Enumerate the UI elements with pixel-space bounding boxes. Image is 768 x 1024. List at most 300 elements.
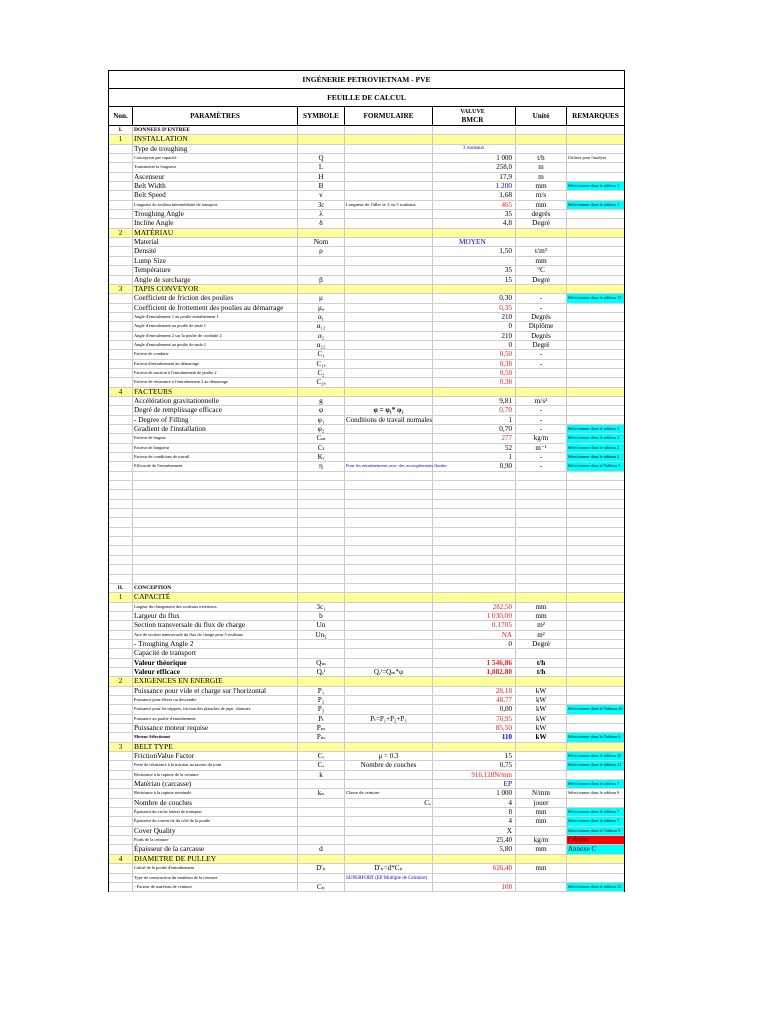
parameter-label: Coefficient de frottement des poulies au démarrage	[133, 304, 298, 312]
value: 85,50	[433, 724, 516, 732]
parameter-label: Conception par capacité	[133, 154, 298, 162]
symbol: B	[298, 182, 345, 190]
value: 52	[433, 444, 516, 452]
empty-cell	[298, 126, 345, 134]
row-number	[109, 668, 133, 676]
unit: Degré	[516, 219, 567, 227]
remark: Sélectionner dans le tableau 21	[567, 761, 624, 769]
unit: Degré	[516, 276, 567, 284]
unit: t/m³	[516, 247, 567, 255]
formula	[345, 687, 433, 695]
row-number	[109, 808, 133, 816]
formula	[345, 154, 433, 162]
table-row	[109, 350, 624, 359]
unit: m/s	[516, 191, 567, 199]
value: 0	[433, 341, 516, 349]
formula	[345, 247, 433, 255]
symbol	[298, 836, 345, 844]
unit: mm	[516, 257, 567, 265]
symbol: P₁	[298, 687, 345, 695]
value: 0,30	[433, 294, 516, 302]
symbol: Un₅	[298, 631, 345, 639]
belt-construction-value: SUPERFORT (EP Multiple de Ceinture)	[346, 875, 428, 881]
row-number	[109, 817, 133, 825]
row-number	[109, 182, 133, 190]
empty-cell	[345, 528, 433, 536]
parameter-label: Transmettre la longueur	[133, 163, 298, 171]
value: 48,77	[433, 696, 516, 704]
remark: Sélectionner dans le tableau 7	[567, 780, 624, 788]
formula	[345, 874, 433, 882]
row-number	[109, 715, 133, 723]
symbol: L	[298, 163, 345, 171]
table-row-empty	[109, 509, 624, 518]
parameter-label: Angle de surcharge	[133, 276, 298, 284]
table-row	[109, 453, 624, 462]
formula	[345, 733, 433, 741]
parameter-label: - Degree of Filling	[133, 416, 298, 424]
remark: Utilisez pour l'analyse	[568, 155, 607, 161]
empty-cell	[298, 500, 345, 508]
remark	[567, 173, 624, 181]
value: 0,75	[433, 761, 516, 769]
row-number	[109, 799, 133, 807]
empty-cell	[298, 743, 345, 751]
remark	[567, 631, 624, 639]
empty-cell	[133, 481, 298, 489]
parameter-label: Valeur efficace	[133, 668, 298, 676]
table-row	[109, 752, 624, 761]
row-number	[109, 649, 133, 657]
empty-cell	[567, 135, 624, 143]
empty-cell	[433, 126, 516, 134]
remark: Annexe C	[567, 845, 624, 853]
value: 9,81	[433, 397, 516, 405]
value: 28,18	[433, 687, 516, 695]
formula: Pₜ=P₁+P₂+P₃	[345, 715, 433, 723]
formula	[345, 845, 433, 853]
formula	[345, 817, 433, 825]
remark	[567, 238, 624, 246]
symbol: α₁₂	[298, 322, 345, 330]
remark	[567, 668, 624, 676]
empty-cell	[433, 472, 516, 480]
remark	[567, 864, 624, 872]
parameter-label: Accélération gravitationnelle	[133, 397, 298, 405]
row-number	[109, 210, 133, 218]
value: 210	[433, 313, 516, 321]
value: 15	[433, 276, 516, 284]
symbol: b	[298, 612, 345, 620]
row-number	[109, 631, 133, 639]
parameter-label: Incline Angle	[133, 219, 298, 227]
empty-cell	[516, 481, 567, 489]
row-number	[109, 191, 133, 199]
unit: t/h	[516, 668, 567, 676]
table-row-empty	[109, 556, 624, 565]
symbol	[298, 874, 345, 882]
symbol: C₁ₐ	[298, 360, 345, 368]
parameter-label: FrictionValue Factor	[133, 752, 298, 760]
parameter-label: Type de construction du matériau de la ceinture	[133, 874, 298, 882]
empty-cell	[516, 546, 567, 554]
unit	[516, 145, 567, 153]
empty-cell	[433, 528, 516, 536]
table-row	[109, 163, 624, 172]
parameter-label: Densité	[133, 247, 298, 255]
empty-cell	[298, 584, 345, 592]
symbol: Un	[298, 621, 345, 629]
symbol: Cₘ	[298, 434, 345, 442]
symbol	[298, 799, 345, 807]
row-number	[109, 201, 133, 209]
unit	[516, 771, 567, 779]
part-header-row	[109, 584, 624, 593]
value: 916,128N/mm	[433, 771, 516, 779]
symbol: Qₑᶠ	[298, 668, 345, 676]
section-title: EXIGENCES EN ENERGIE	[133, 677, 298, 685]
parameter-label: Puissance pour élever ou descendre	[133, 696, 298, 704]
symbol: λ	[298, 210, 345, 218]
value: 4	[433, 799, 516, 807]
row-number	[109, 874, 133, 882]
row-number	[109, 771, 133, 779]
empty-cell	[433, 481, 516, 489]
parameter-label: Aire de section transversale du flux de charge pour 5 rouleaux	[133, 631, 298, 639]
empty-cell	[345, 565, 433, 573]
formula	[345, 836, 433, 844]
unit: °C	[516, 266, 567, 274]
empty-cell	[433, 509, 516, 517]
row-number	[109, 145, 133, 153]
row-number	[109, 752, 133, 760]
remark: Calculer	[567, 836, 624, 844]
value: 0	[433, 322, 516, 330]
symbol: Pₘ	[298, 724, 345, 732]
value: 0,70	[433, 406, 516, 414]
row-number	[109, 789, 133, 797]
parameter-label: Puissance pour vide et charge sur l'horizontal	[133, 687, 298, 695]
parameter-label: - Facteur de matériau de ceinture	[133, 883, 298, 891]
value: 282,50	[433, 603, 516, 611]
symbol	[298, 649, 345, 657]
empty-cell	[433, 565, 516, 573]
parameter-label: Température	[133, 266, 298, 274]
empty-cell	[567, 546, 624, 554]
parameter-label: Largeur du flux	[133, 612, 298, 620]
parameter-label: Longueur du rouleau intermédiaire de transport	[133, 201, 298, 209]
symbol: C₁	[298, 350, 345, 358]
empty-cell	[133, 528, 298, 536]
symbol: d	[298, 845, 345, 853]
parameter-label: Angle d'enroulement 2 sur la poulie de conduite 2	[133, 332, 298, 340]
symbol: φ₁	[298, 416, 345, 424]
empty-cell	[345, 584, 433, 592]
remark: Sélectionner dans le tableau 8	[568, 790, 620, 796]
empty-cell	[433, 490, 516, 498]
table-row	[109, 182, 624, 191]
symbol: ρ	[298, 247, 345, 255]
empty-cell	[433, 546, 516, 554]
value: 0,38	[433, 360, 516, 368]
remark: Sélectionner dans le tableau 20	[567, 752, 624, 760]
row-number	[109, 332, 133, 340]
formula	[345, 350, 433, 358]
table-row-empty	[109, 565, 624, 574]
calculation-sheet	[108, 70, 625, 892]
table-row	[109, 360, 624, 369]
formula	[345, 219, 433, 227]
table-row	[109, 659, 624, 668]
empty-cell	[567, 481, 624, 489]
section-number: 2	[109, 229, 133, 237]
empty-cell	[567, 584, 624, 592]
empty-cell	[516, 537, 567, 545]
part-title: DONNEES D'ENTREE	[133, 126, 298, 134]
empty-cell	[298, 285, 345, 293]
symbol: Cₜᵣ	[298, 883, 345, 891]
section-number: 3	[109, 285, 133, 293]
col-value-line1: VALUVE	[460, 109, 485, 115]
remark	[567, 715, 624, 723]
row-number	[109, 864, 133, 872]
empty-cell	[516, 593, 567, 601]
table-row-empty	[109, 575, 624, 584]
value: X	[433, 827, 516, 835]
unit: N/mm	[516, 789, 567, 797]
row-number	[109, 462, 133, 470]
section-header-row	[109, 229, 624, 238]
value: EP	[433, 780, 516, 788]
parameter-label: Material	[133, 238, 298, 246]
empty-cell	[567, 500, 624, 508]
parameter-label: Angle d'enroulement au poulie de snub 1	[133, 322, 298, 330]
symbol: Qₘ	[298, 659, 345, 667]
empty-cell	[298, 546, 345, 554]
value: 210	[433, 332, 516, 340]
row-number	[109, 827, 133, 835]
parameter-label: Facteur de conditions de travail	[133, 453, 298, 461]
value: 258,0	[433, 163, 516, 171]
formula	[345, 771, 433, 779]
unit	[516, 369, 567, 377]
empty-cell	[345, 285, 433, 293]
formula	[345, 257, 433, 265]
empty-cell	[433, 743, 516, 751]
formula	[345, 163, 433, 171]
empty-cell	[133, 518, 298, 526]
empty-cell	[133, 556, 298, 564]
table-row	[109, 369, 624, 378]
remark	[567, 191, 624, 199]
table-row	[109, 696, 624, 705]
remark	[567, 219, 624, 227]
row-number	[109, 705, 133, 713]
unit: m²	[516, 631, 567, 639]
table-row-empty	[109, 472, 624, 481]
unit: mm	[516, 808, 567, 816]
unit: kg/m	[516, 836, 567, 844]
unit: mm	[516, 201, 567, 209]
remark	[567, 145, 624, 153]
part-title: CONCEPTION	[133, 584, 298, 592]
empty-cell	[298, 565, 345, 573]
empty-cell	[433, 285, 516, 293]
empty-cell	[109, 500, 133, 508]
section-title: MATÉRIAU	[133, 229, 298, 237]
unit	[516, 761, 567, 769]
section-number: 1	[109, 593, 133, 601]
formula: Longueur de l'idler se 3 ou 5 rouleaux	[345, 201, 433, 209]
formula: Cᵥ	[345, 799, 433, 807]
parameter-label: Facteur d'entraînement au démarrage	[133, 360, 298, 368]
empty-cell	[516, 743, 567, 751]
parameter-label: Résistance à la rupture de la ceinture	[133, 771, 298, 779]
value: 0	[433, 640, 516, 648]
formula	[345, 612, 433, 620]
empty-cell	[516, 518, 567, 526]
row-number	[109, 247, 133, 255]
unit: kW	[516, 687, 567, 695]
remark	[567, 360, 624, 368]
table-row-empty	[109, 500, 624, 509]
row-number	[109, 724, 133, 732]
table-row	[109, 154, 624, 163]
unit: t/h	[516, 154, 567, 162]
empty-cell	[345, 575, 433, 583]
formula: Conditions de travail normales	[346, 415, 433, 424]
table-row	[109, 425, 624, 434]
formula	[345, 378, 433, 386]
empty-cell	[345, 677, 433, 685]
empty-cell	[567, 855, 624, 863]
row-number	[109, 845, 133, 853]
row-number	[109, 397, 133, 405]
symbol: μ	[298, 294, 345, 302]
empty-cell	[516, 528, 567, 536]
row-number	[109, 444, 133, 452]
formula	[345, 276, 433, 284]
remark	[567, 350, 624, 358]
table-row	[109, 808, 624, 817]
parameter-label: Facteur de largeur	[133, 434, 298, 442]
empty-cell	[567, 743, 624, 751]
empty-cell	[433, 388, 516, 396]
empty-cell	[567, 518, 624, 526]
symbol: α₂	[298, 332, 345, 340]
table-row	[109, 687, 624, 696]
symbol	[298, 266, 345, 274]
unit: Degrés	[516, 332, 567, 340]
parameter-label: Puissance moteur requise	[133, 724, 298, 732]
remark	[567, 771, 624, 779]
unit: m²	[516, 621, 567, 629]
value: 465	[433, 201, 516, 209]
value: 35	[433, 266, 516, 274]
parameter-label: Facteur de longueur	[133, 444, 298, 452]
parameter-label: Poids de la ceinture	[133, 836, 298, 844]
value: 1,082.80	[433, 668, 516, 676]
section-number: 3	[109, 743, 133, 751]
empty-cell	[109, 518, 133, 526]
formula	[345, 332, 433, 340]
remark: Sélectionner dans le tableau 2	[567, 425, 624, 433]
unit	[516, 780, 567, 788]
col-formula: FORMULAIRE	[345, 107, 433, 125]
parameter-label: Moteur Sélectionné	[133, 733, 298, 741]
table-row-empty	[109, 490, 624, 499]
empty-cell	[567, 677, 624, 685]
empty-cell	[109, 472, 133, 480]
empty-cell	[345, 388, 433, 396]
table-row	[109, 462, 624, 471]
table-row-empty	[109, 537, 624, 546]
unit: mm	[516, 845, 567, 853]
col-parameters: PARAMÈTRES	[133, 107, 298, 125]
unit: mm	[516, 817, 567, 825]
table-row	[109, 780, 624, 789]
symbol: α₂₂	[298, 341, 345, 349]
symbol	[298, 640, 345, 648]
unit: -	[516, 350, 567, 358]
empty-cell	[516, 855, 567, 863]
empty-cell	[298, 593, 345, 601]
remark: Sélectionner dans le Tableau 26	[567, 705, 624, 713]
symbol: k	[298, 771, 345, 779]
row-number	[109, 406, 133, 414]
unit: Degrés	[516, 313, 567, 321]
empty-cell	[345, 855, 433, 863]
unit: -	[516, 294, 567, 302]
parameter-label: Puissance au poulie d'entraînement	[133, 715, 298, 723]
parameter-label: Section transversale du flux de charge	[133, 621, 298, 629]
row-number	[109, 360, 133, 368]
row-number	[109, 163, 133, 171]
table-row-empty	[109, 518, 624, 527]
row-number	[109, 612, 133, 620]
col-unit: Unité	[516, 107, 567, 125]
remark	[567, 257, 624, 265]
parameter-label: Épaisseur du cache latéral de transport	[133, 808, 298, 816]
empty-cell	[298, 509, 345, 517]
empty-cell	[109, 528, 133, 536]
parameter-label: Angle d'enroulement au poulie de snub 2	[133, 341, 298, 349]
value: 17,9	[433, 173, 516, 181]
formula	[345, 808, 433, 816]
formula: μ = 0.3	[345, 752, 433, 760]
formula: Classe de ceinture	[345, 789, 433, 797]
parameter-label: Facteur de conduite	[133, 350, 298, 358]
empty-cell	[298, 388, 345, 396]
unit	[516, 238, 567, 246]
table-row	[109, 705, 624, 714]
remark: Sélectionner dans le tableau 25	[567, 883, 624, 891]
formula	[345, 369, 433, 377]
formula: Pour les entraînements avec des accouplements fluides	[345, 462, 433, 470]
formula	[345, 322, 433, 330]
symbol: 3c₁	[298, 603, 345, 611]
empty-cell	[345, 481, 433, 489]
remark	[567, 210, 624, 218]
formula	[345, 434, 433, 442]
row-number	[109, 434, 133, 442]
symbol	[298, 827, 345, 835]
row-number	[109, 257, 133, 265]
empty-cell	[516, 388, 567, 396]
remark: Sélectionner dans le tableau 1	[567, 182, 624, 190]
table-row	[109, 304, 624, 313]
symbol: g	[298, 397, 345, 405]
